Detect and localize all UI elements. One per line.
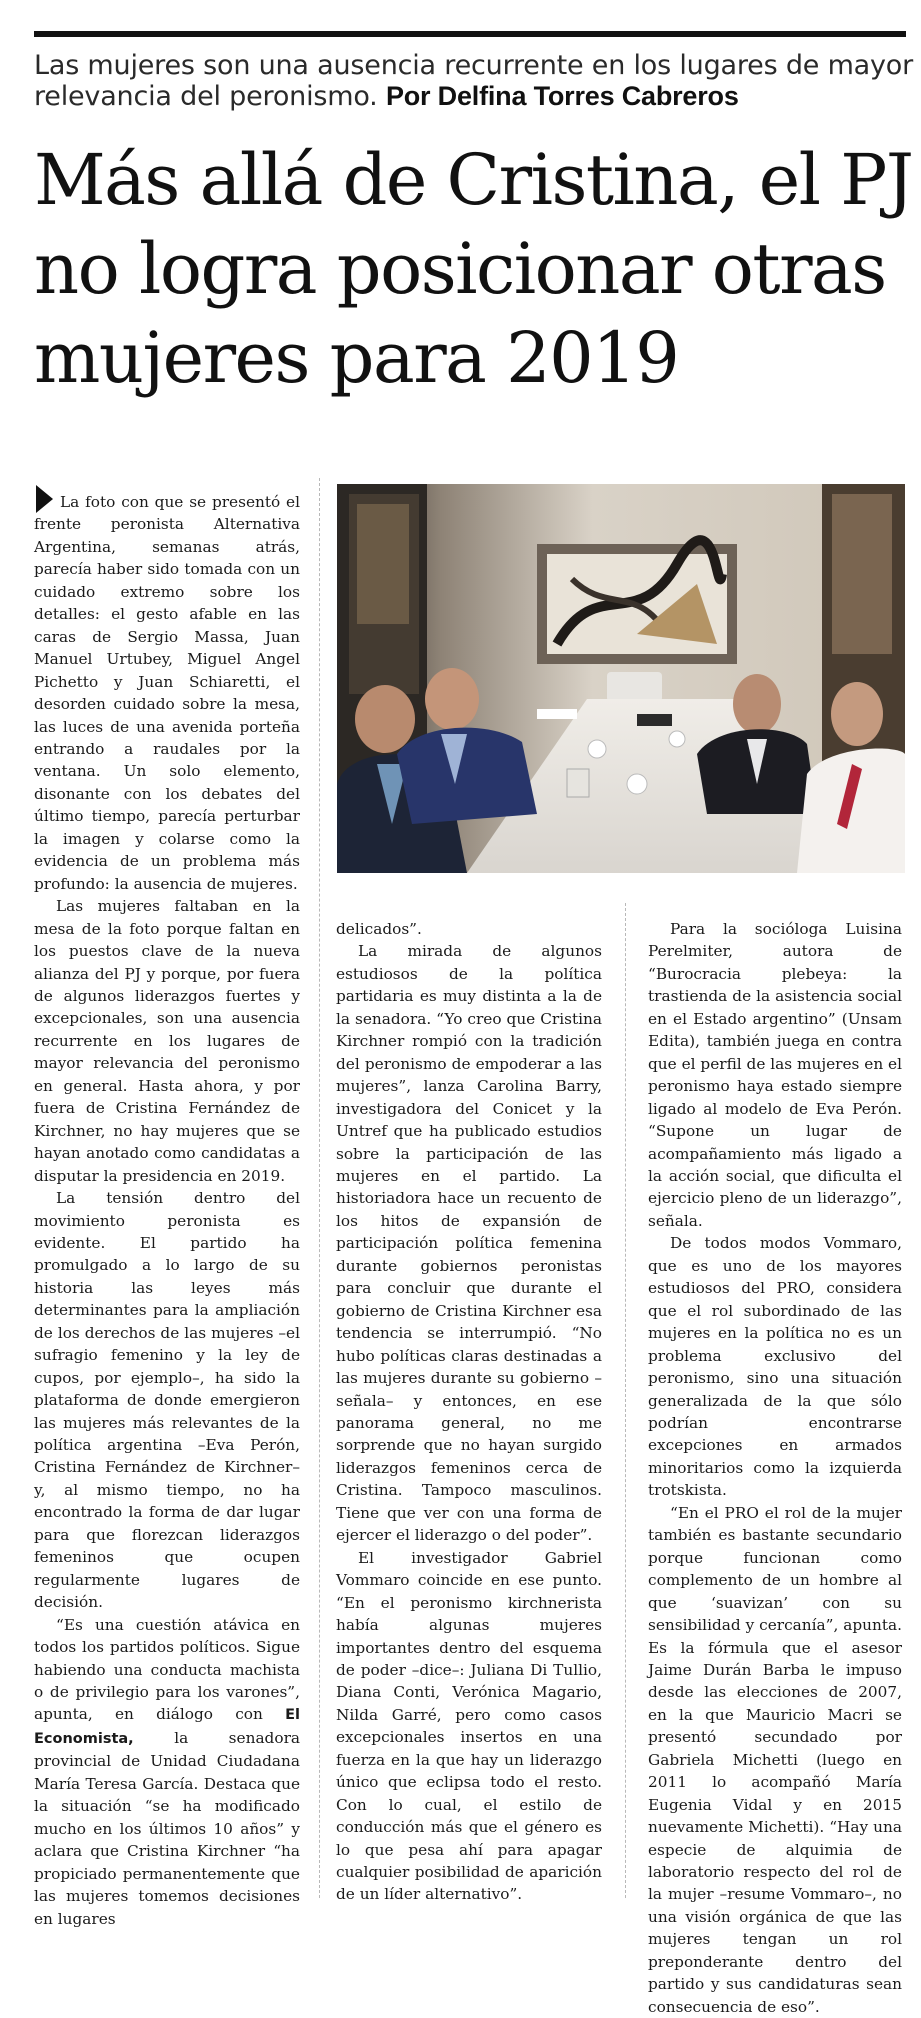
byline: Por Delfina Torres Cabreros [385, 81, 739, 111]
article-column-1 [34, 485, 300, 1930]
paragraph-4-text-b: la senadora provincial de Unidad Ciudadana María Teresa García. Destaca que la situación “se ha modificado mucho en los últimos 10 años” y aclara que Cristina Kirchner “ha propiciado permanentemente que las mujeres tomemos decisiones en lugares [34, 1728, 300, 1928]
paragraph-2: Las mujeres faltaban en la mesa de la foto porque faltan en los puestos clave de la nueva alianza del PJ y porque, por fuera de algunos liderazgos fuertes y excepcionales, son una ausencia recurrente en los lugares de mayor relevancia del peronismo en general. Hasta ahora, y por fuera de Cristina Fernández de Kirchner, no hay mujeres que se hayan anotado como candidatas a disputar la presidencia en 2019. [34, 897, 300, 1185]
paragraph-4-text-a: “Es una cuestión atávica en todos los partidos políticos. Sigue habiendo una conducta machista o de privilegio para los varones”, apunta, en diálogo con [34, 1615, 300, 1724]
publication-name: El Economista, [34, 1707, 300, 1747]
paragraph-6: El investigador Gabriel Vommaro coincide en ese punto. “En el peronismo kirchnerista había algunas mujeres importantes dentro del esquema de poder –dice–: Juliana Di Tullio, Diana Conti, Verónica Magario, Nilda Garré, pero como casos excepcionales insertos en una fuerza en la que hay un liderazgo único que eclipsa todo el resto. Con lo cual, el estilo de conducción más que el género es lo que pesa ahí para apagar cualquier posibilidad de aparición de un líder alternativo”. [336, 1548, 602, 1904]
paragraph-3: La tensión dentro del movimiento peronista es evidente. El partido ha promulgado a lo largo de su historia las leyes más determinantes para la ampliación de los derechos de las mujeres –el sufragio femenino y la ley de cupos, por ejemplo–, ha sido la plataforma de donde emergieron las mujeres más relevantes de la política argentina –Eva Perón, Cristina Fernández de Kirchner– y, al mismo tiempo, no ha encontrado la forma de dar lugar para que florezcan liderazgos femeninos que ocupen regularmente lugares de decisión. [34, 1189, 300, 1612]
paragraph-7: Para la socióloga Luisina Perelmiter, autora de “Burocracia plebeya: la trastienda de la asistencia social en el Estado argentino” (Unsam Edita), también juega en contra que el perfil de las mujeres en el peronismo haya estado siempre ligado al modelo de Eva Perón. “Supone un lugar de acompañamiento más ligado a la acción social, que dificulta el ejercicio pleno de un liderazgo”, señala. [648, 920, 902, 1230]
article-column-2 [336, 918, 602, 1906]
article-column-3 [648, 918, 902, 2018]
kicker-text: Las mujeres son una ausencia recurrente en los lugares de mayor relevancia del peronismo. [34, 50, 914, 112]
paragraph-5: La mirada de algunos estudiosos de la política partidaria es muy distinta a la de la senadora. “Yo creo que Cristina Kirchner rompió con la tradición del peronismo de empoderar a las mujeres”, lanza Carolina Barry, investigadora del Conicet y la Untref que ha publicado estudios sobre la participación de las mujeres en el partido. La historiadora hace un recuento de los hitos de expansión de participación política femenina durante gobiernos peronistas para concluir que durante el gobierno de Cristina Kirchner esa tendencia se interrumpió. “No hubo políticas claras destinadas a las mujeres durante su gobierno –señala– y entonces, en ese panorama general, no me sorprende que no hayan surgido liderazgos femeninos cerca de Cristina. Tampoco masculinos. Tiene que ver con una forma de ejercer el liderazgo o del poder”. [336, 942, 602, 1545]
top-rule [34, 31, 906, 37]
paragraph-1 [34, 485, 300, 895]
paragraph-1-text: La foto con que se presentó el frente peronista Alternativa Argentina, semanas atrás, parecía haber sido tomada con un cuidado extremo sobre los detalles: el gesto afable en las caras de Sergio Massa, Juan Manuel Urtubey, Miguel Angel Pichetto y Juan Schiaretti, el desorden cuidado sobre la mesa, las luces de una avenida porteña entrando a raudales por la ventana. Un solo elemento, disonante con los debates del último tiempo, parecía perturbar la imagen y colarse como la evidencia de un problema más profundo: la ausencia de mujeres. [34, 493, 300, 893]
column-divider-2 [625, 903, 626, 1898]
article-photo [337, 484, 905, 873]
drop-marker-icon [36, 485, 53, 513]
headline: Más allá de Cristina, el PJ no logra posicionar otras mujeres para 2019 [34, 139, 913, 399]
column-divider-1 [319, 478, 320, 1898]
paragraph-8: De todos modos Vommaro, que es uno de los mayores estudiosos del PRO, considera que el rol subordinado de las mujeres en la política no es un problema exclusivo del peronismo, sino una situación generalizada de la que sólo podrían encontrarse excepciones en armados minoritarios como la izquierda trotskista. [648, 1234, 902, 1500]
paragraph-4 [34, 1614, 300, 1930]
kicker [34, 50, 914, 112]
meeting-photo-illustration [337, 484, 905, 873]
paragraph-4-continued: delicados”. [336, 920, 422, 938]
paragraph-9: “En el PRO el rol de la mujer también es bastante secundario porque funcionan como complemento de un hombre al que ‘suavizan’ con su sensibilidad y cercanía”, apunta. Es la fórmula que el asesor Jaime Durán Barba le impuso desde las elecciones de 2007, en la que Mauricio Macri se presentó secundado por Gabriela Michetti (luego en 2011 lo acompañó María Eugenia Vidal y en 2015 nuevamente Michetti). “Hay una especie de alquimia de laboratorio respecto del rol de la mujer –resume Vommaro–, no una visión orgánica de que las mujeres tengan un rol preponderante dentro del partido y sus candidaturas sean consecuencia de eso”. [648, 1503, 902, 2016]
